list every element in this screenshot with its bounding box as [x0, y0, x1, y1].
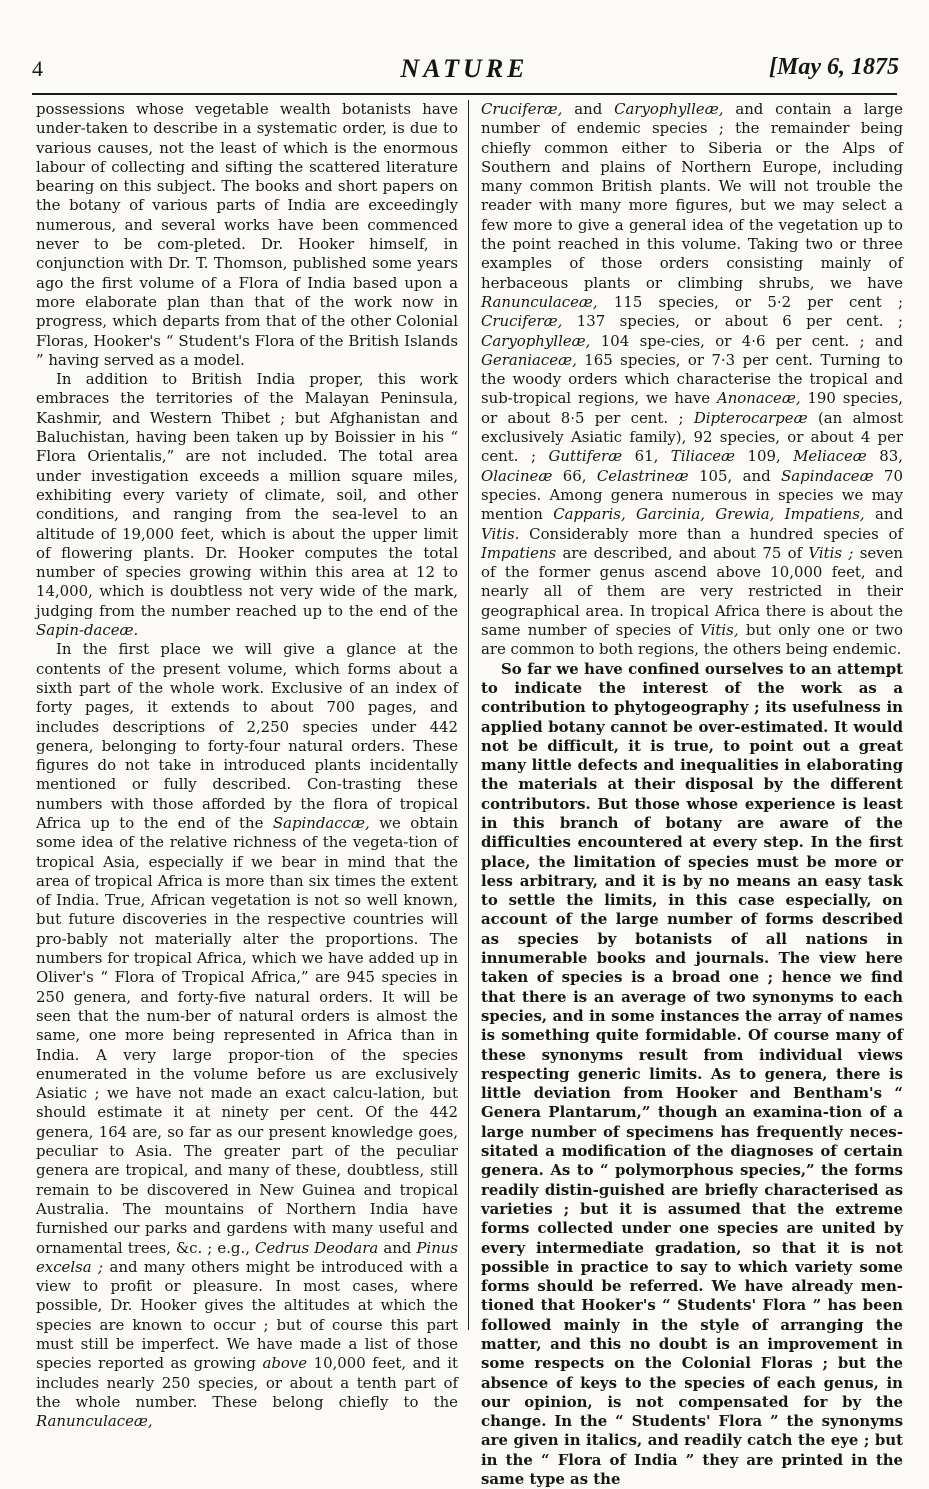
page-number: 4 [32, 56, 43, 81]
header-rule [32, 93, 897, 95]
italic-run: Sapindaccæ, [272, 813, 370, 832]
paragraph [481, 660, 903, 1489]
text-run: 190 species, or about 8·5 per cent. ; [481, 389, 903, 427]
italic-run: Impatiens [481, 543, 557, 562]
italic-run: Caryophylleæ, [481, 331, 591, 350]
text-run: So far we have confined ourselves to an attempt to indicate the interest of the work as a contribution to phytogeography ; its usefulness in applied botany cannot be over-estimated. It would not be difficult, it is true, to point out a great many little defects and inequalities in elaborating the materials at their disposal by the different contributors. But those whose experience is least in this branch of botany are aware of the difficulties encountered at every step. In the first place, the limitation of species must be more or less arbitrary, and it is by no means an easy task to settle the limits, in this case especially, on account of the large number of forms described as species by botanists of all nations in innumerable books and journals. The view here taken of species is a broad one ; hence we find that there is an average of two synonyms to each species, and in some instances the array of names is something quite formidable. Of course many of these synonyms result from individual views respecting generic limits. As to genera, there is little deviation from Hooker and Bentham's “ Genera Plantarum,” though an examina-tion of a large number of specimens has frequently neces-sitated a modification of the diagnoses of certain genera. As to “ polymorphous species,” the forms readily distin-guished are briefly characterised as varieties ; but it is assumed that the extreme forms collected under one species are united by every intermediate gradation, so that it is not possible in practice to say to which variety some forms should be referred. We have already men-tioned that Hooker's “ Students' Flora ” has been followed mainly in the style of arranging the matter, and this no doubt is an improvement in some respects on the Colonial Floras ; but the absence of keys to the species of each genus, in our opinion, is not compensated for by the change. In the “ Students' Flora ” the synonyms are given in italics, and readily catch the eye ; but in the “ Flora of India ” they are printed in the same type as the [481, 659, 903, 1489]
text-run: and contain a large number of endemic species ; the remainder being chiefly common either to Siberia or the Alps of Southern and plains of Northern Europe, including many common British plants. We will not trouble the reader with many more figures, but we may select a few more to give a general idea of the vegetation up to the point reached in this volume. Taking two or three examples of those orders consisting mainly of herbaceous plants or climbing shrubs, we have [481, 100, 903, 292]
italic-run: Capparis, Garcinia, Grewia, Impatiens, [553, 505, 865, 524]
text-run: Considerably more than a hundred species of [519, 524, 903, 543]
italic-run: Celastrineæ [596, 466, 689, 485]
italic-run: Sapindaceæ [781, 466, 874, 485]
journal-title: NATURE [400, 54, 529, 83]
text-run: and [864, 505, 903, 524]
text-run: 66, [552, 466, 597, 485]
text-run: (an almost exclusively Asiatic family), 92 species, or about 4 per cent. ; [481, 408, 903, 466]
italic-run: Tiliaceæ [670, 447, 736, 466]
right-column [481, 100, 903, 1489]
italic-run: Caryophylleæ, [614, 100, 724, 118]
text-run: and [378, 1238, 417, 1257]
italic-run: Guttiferæ [548, 447, 623, 466]
italic-run: Vitis ; [808, 543, 854, 562]
italic-run: Cruciferæ, [481, 312, 563, 331]
paragraph [36, 370, 458, 640]
italic-run: Anonaceæ, [716, 389, 801, 408]
text-run: 165 species, or 7·3 per cent. Turning to the woody orders which characterise the tropical and sub-tropical regions, we have [481, 350, 903, 408]
text-run: possessions whose vegetable wealth botanists have under-taken to describe in a systematic order, is due to various causes, not the least of which is the enormous labour of collecting and sifting the scattered literature bearing on this subject. The books and short papers on the botany of various parts of India are exceedingly numerous, and several works have been commenced never to be com-pleted. Dr. Hooker himself, in conjunction with Dr. T. Thomson, published some years ago the first volume of a Flora of India based upon a more elaborate plan than that of the work now in progress, which departs from that of the other Colonial Floras, Hooker's “ Student's Flora of the British Islands ” having served as a model. [36, 100, 458, 369]
text-run: 83, [866, 447, 903, 466]
paragraph [36, 640, 458, 1431]
italic-run: Vitis. [481, 524, 520, 543]
text-run: 104 spe-cies, or 4·6 per cent. ; and [590, 331, 903, 350]
text-run: 109, [735, 447, 794, 466]
italic-run: Cedrus Deodara [255, 1238, 379, 1257]
text-run: 137 species, or about 6 per cent. ; [562, 312, 903, 331]
text-run: and many others might be introduced with a view to profit or pleasure. In most cases, where possible, Dr. Hooker gives the altitudes at which the species are known to occur ; but of course this part must still be imperfect. We have made a list of those species reported as growing [36, 1257, 458, 1373]
italic-run: Olacineæ [481, 466, 553, 485]
text-run: 115 species, or 5·2 per cent ; [597, 292, 903, 311]
text-run: and [562, 100, 615, 118]
page-header [0, 0, 929, 90]
italic-run: Dipterocarpeæ [693, 408, 808, 427]
issue-date: [May 6, 1875 [769, 54, 899, 80]
italic-run: Vitis, [700, 621, 739, 640]
italic-run: Meliaceæ [793, 447, 867, 466]
text-run: 70 species. Among genera numerous in species we may mention [481, 466, 903, 524]
paragraph [481, 100, 903, 660]
italic-run: Ranunculaceæ, [36, 1412, 153, 1431]
text-run: 10,000 feet, and it includes nearly 250 species, or about a tenth part of the whole number. These belong chiefly to the [36, 1354, 458, 1411]
text-run: 61, [622, 447, 671, 466]
paragraph [36, 100, 458, 370]
left-column [36, 100, 458, 1431]
article-body [0, 100, 929, 1489]
italic-run: Pinus excelsa ; [36, 1238, 459, 1276]
text-run: but only one or two are common to both regions, the others being endemic. [481, 621, 903, 659]
text-run: 105, and [688, 466, 782, 485]
italic-run: above [262, 1354, 308, 1373]
italic-run: Geraniaceæ, [481, 350, 577, 369]
text-run: In addition to British India proper, this work embraces the territories of the Malayan Peninsula, Kashmir, and Western Thibet ; but Afghanistan and Baluchistan, having been taken up by Boissier in his “ Flora Orientalis,” are not included. The total area under investigation exceeds a million square miles, exhibiting every variety of climate, soil, and other conditions, and ranging from the sea-level to an altitude of 19,000 feet, which is about the upper limit of flowering plants. Dr. Hooker computes the total number of species growing within this area at 12 to 14,000, which is doubtless not very wide of the mark, judging from the number reached up to the end of the [36, 370, 458, 620]
text-run: seven of the former genus ascend above 10,000 feet, and nearly all of them are very restricted in their geographical area. In tropical Africa there is about the same number of species of [481, 543, 903, 640]
italic-run: Cruciferæ, [481, 100, 563, 118]
text-run: are described, and about 75 of [556, 543, 809, 562]
text-run: In the first place we will give a glance at the contents of the present volume, which forms about a sixth part of the whole work. Exclusive of an index of forty pages, it extends to about 700 pages, and includes descriptions of 2,250 species under 442 genera, belonging to forty-four natural orders. These figures do not take in introduced plants incidentally mentioned or fully described. Con-trasting these numbers with those afforded by the flora of tropical Africa up to the end of the [36, 640, 458, 832]
text-run: we obtain some idea of the relative richness of the vegeta-tion of tropical Asia, especially if we bear in mind that the area of tropical Africa is more than six times the extent of India. True, African vegetation is not so well known, but future discoveries in the respective countries will pro-bably not materially alter the proportions. The numbers for tropical Africa, which we have added up in Oliver's “ Flora of Tropical Africa,” are 945 species in 250 genera, and forty-five natural orders. It will be seen that the num-ber of natural orders is almost the same, one more being represented in Africa than in India. A very large propor-tion of the species enumerated in the volume before us are exclusively Asiatic ; we have not made an exact calcu-lation, but should estimate it at ninety per cent. Of the 442 genera, 164 are, so far as our present knowledge goes, peculiar to Asia. The greater part of the peculiar genera are tropical, and many of these, doubtless, still remain to be discovered in New Guinea and tropical Australia. The mountains of Northern India have furnished our parks and gardens with many useful and ornamental trees, &c. ; e.g., [36, 813, 458, 1257]
italic-run: Ranunculaceæ, [481, 292, 598, 311]
italic-run: Sapin-daceæ. [36, 621, 139, 640]
